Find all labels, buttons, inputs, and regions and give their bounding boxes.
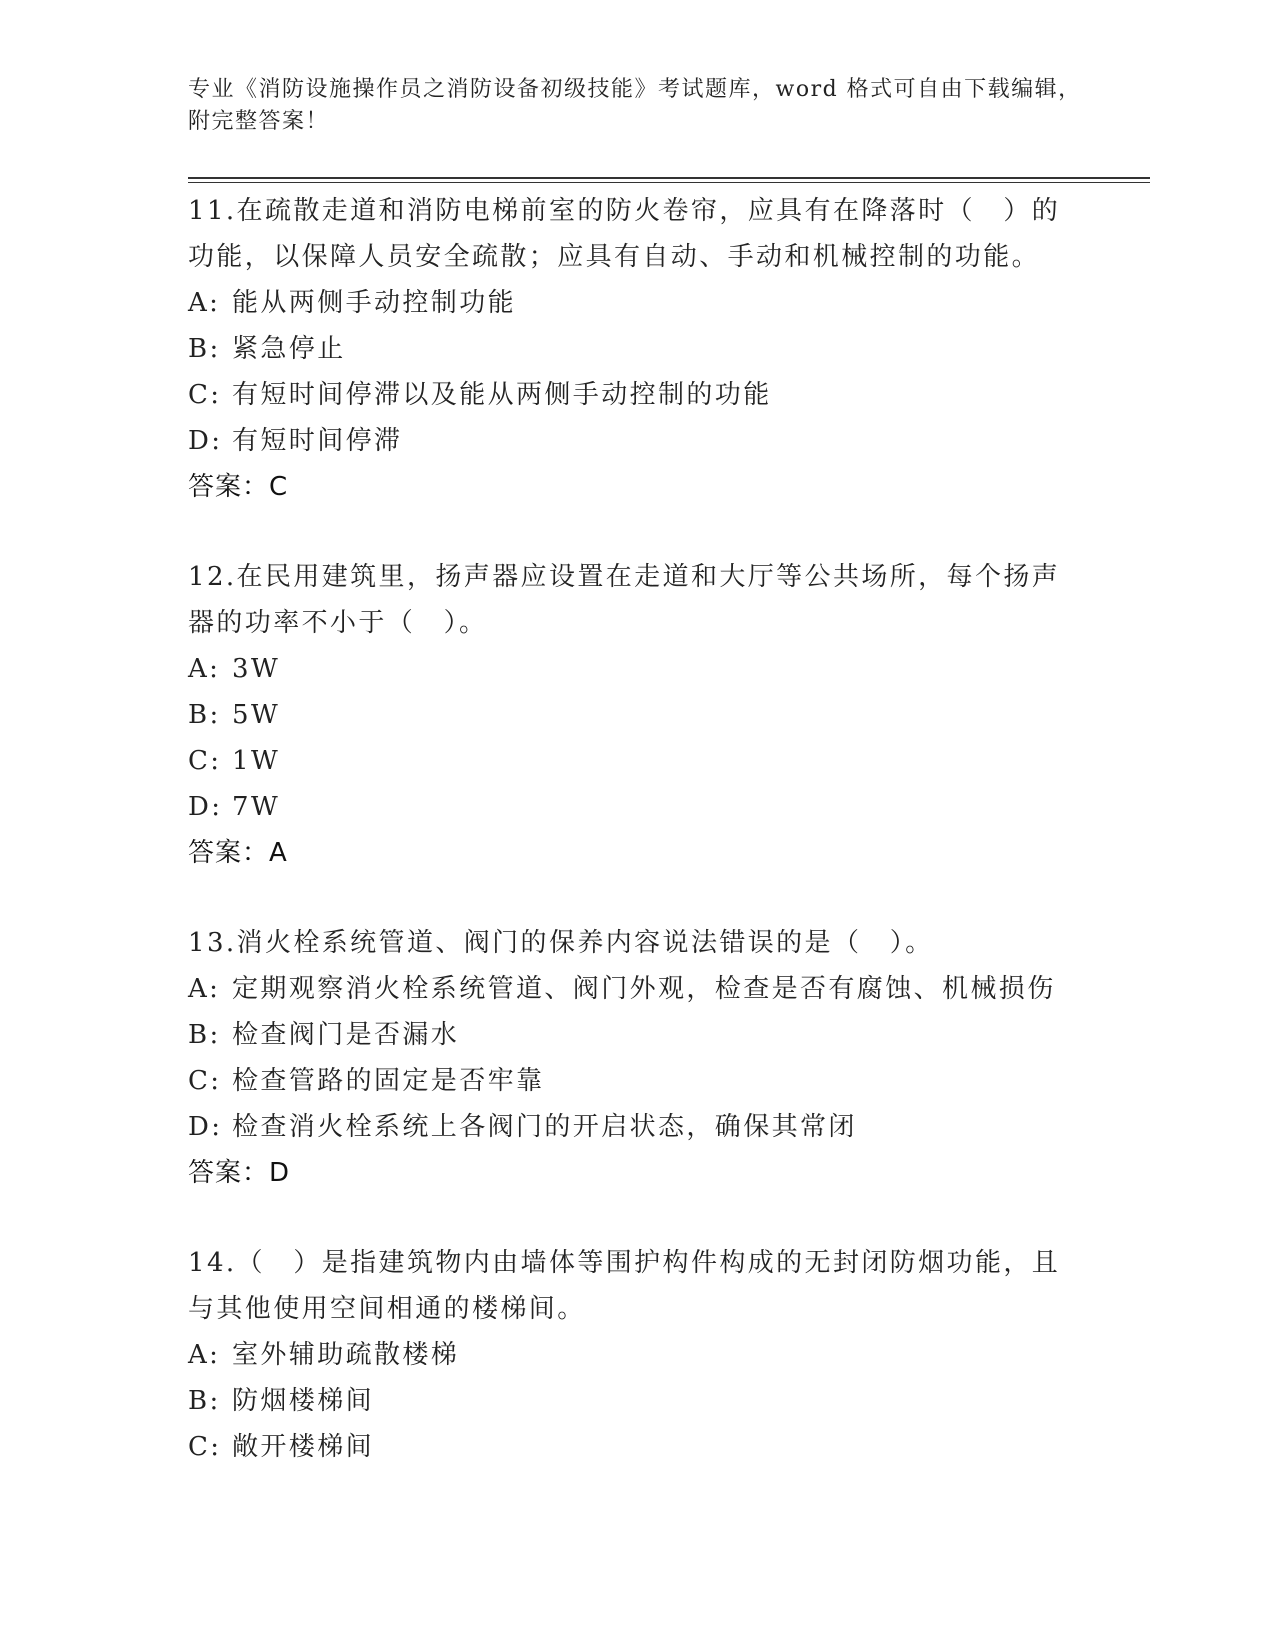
question-list bbox=[188, 188, 1088, 1514]
option-text: 5W bbox=[232, 700, 281, 730]
option-b bbox=[188, 692, 1088, 738]
option-a bbox=[188, 280, 1088, 326]
option-key: D: bbox=[188, 792, 223, 822]
option-a bbox=[188, 1332, 1088, 1378]
option-text: 检查消火栓系统上各阀门的开启状态，确保其常闭 bbox=[232, 1112, 857, 1142]
option-d bbox=[188, 784, 1088, 830]
option-key: B: bbox=[188, 700, 221, 730]
option-key: C: bbox=[188, 1066, 222, 1096]
option-text: 定期观察消火栓系统管道、阀门外观，检查是否有腐蚀、机械损伤 bbox=[232, 974, 1056, 1004]
option-c bbox=[188, 738, 1088, 784]
header-divider-thin bbox=[188, 182, 1150, 183]
option-text: 紧急停止 bbox=[232, 334, 346, 364]
document-header: 专业《消防设施操作员之消防设备初级技能》考试题库，word 格式可自由下载编辑，附完整答案！ bbox=[188, 77, 1082, 134]
option-text: 能从两侧手动控制功能 bbox=[232, 288, 517, 318]
option-text: 有短时间停滞 bbox=[232, 426, 403, 456]
option-text: 检查管路的固定是否牢靠 bbox=[232, 1066, 545, 1096]
option-b bbox=[188, 1012, 1088, 1058]
question-stem: 14.（ ）是指建筑物内由墙体等围护构件构成的无封闭防烟功能，且与其他使用空间相通的楼梯间。 bbox=[188, 1248, 1061, 1324]
question-stem: 13.消火栓系统管道、阀门的保养内容说法错误的是（ ）。 bbox=[188, 928, 934, 958]
option-text: 室外辅助疏散楼梯 bbox=[232, 1340, 460, 1370]
question-11 bbox=[188, 188, 1088, 510]
answer-line: 答案：C bbox=[188, 472, 289, 502]
option-key: D: bbox=[188, 426, 223, 456]
option-key: A: bbox=[188, 654, 221, 684]
option-c bbox=[188, 1058, 1088, 1104]
option-d bbox=[188, 418, 1088, 464]
option-key: A: bbox=[188, 1340, 221, 1370]
option-text: 3W bbox=[232, 654, 281, 684]
answer-line: 答案：A bbox=[188, 838, 288, 868]
option-b bbox=[188, 1378, 1088, 1424]
option-text: 防烟楼梯间 bbox=[232, 1386, 375, 1416]
option-key: B: bbox=[188, 1020, 221, 1050]
question-stem: 12.在民用建筑里，扬声器应设置在走道和大厅等公共场所，每个扬声器的功率不小于（ ）。 bbox=[188, 562, 1061, 638]
question-stem: 11.在疏散走道和消防电梯前室的防火卷帘，应具有在降落时（ ）的功能，以保障人员安全疏散；应具有自动、手动和机械控制的功能。 bbox=[188, 196, 1061, 272]
option-key: B: bbox=[188, 1386, 221, 1416]
option-key: D: bbox=[188, 1112, 223, 1142]
header-divider-thick bbox=[188, 177, 1150, 179]
option-a bbox=[188, 646, 1088, 692]
option-c bbox=[188, 1424, 1088, 1470]
option-key: A: bbox=[188, 974, 221, 1004]
option-d bbox=[188, 1104, 1088, 1150]
question-12 bbox=[188, 554, 1088, 876]
option-a bbox=[188, 966, 1088, 1012]
option-key: A: bbox=[188, 288, 221, 318]
option-text: 1W bbox=[232, 746, 281, 776]
option-b bbox=[188, 326, 1088, 372]
question-14 bbox=[188, 1240, 1088, 1470]
option-key: B: bbox=[188, 334, 221, 364]
option-text: 敞开楼梯间 bbox=[232, 1432, 375, 1462]
option-key: C: bbox=[188, 746, 222, 776]
option-text: 检查阀门是否漏水 bbox=[232, 1020, 460, 1050]
option-text: 7W bbox=[232, 792, 281, 822]
option-key: C: bbox=[188, 1432, 222, 1462]
option-key: C: bbox=[188, 380, 222, 410]
option-text: 有短时间停滞以及能从两侧手动控制的功能 bbox=[232, 380, 772, 410]
option-c bbox=[188, 372, 1088, 418]
question-13 bbox=[188, 920, 1088, 1196]
answer-line: 答案：D bbox=[188, 1158, 291, 1188]
